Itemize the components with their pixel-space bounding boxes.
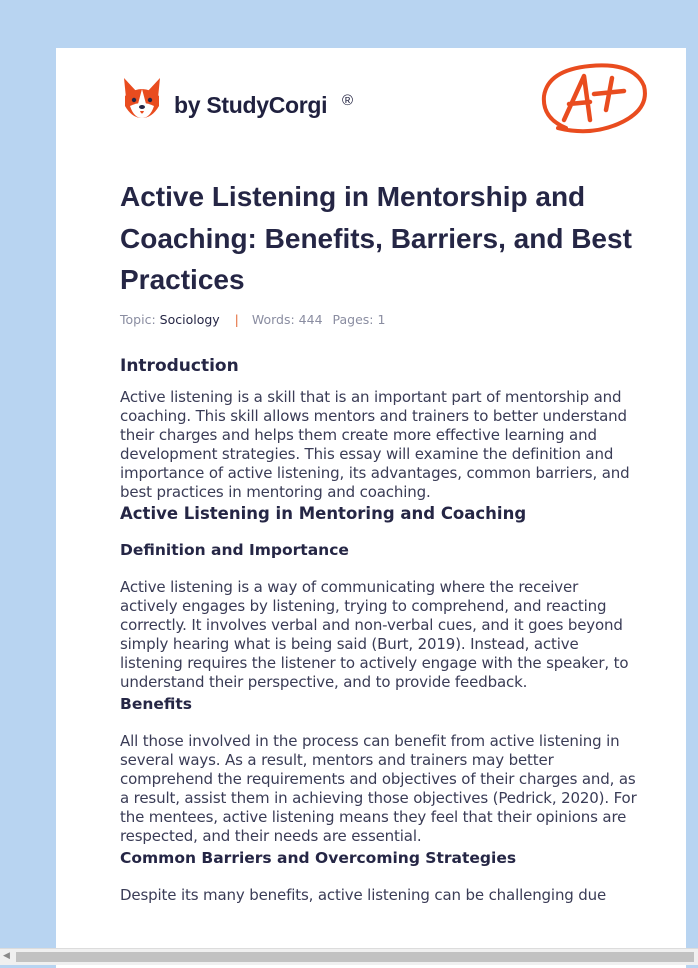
essay-body [120,354,640,905]
registered-mark: ® [342,92,354,109]
document-page [56,48,686,968]
studycorgi-logo[interactable] [122,76,327,120]
horizontal-scrollbar[interactable] [0,948,698,965]
a-plus-stamp [538,58,650,140]
brand-name: by StudyCorgi [174,91,328,118]
paragraph-definition: Active listening is a way of communicating where the receiver actively engages by listening, trying to comprehend, and reacting correctly. It involves verbal and non-verbal cues, and it goes beyond simply hearing what is being said (Burt, 2019). Instead, active listening requires the listener to actively engage with the speaker, to understand their perspective, and to provide feedback. [120,578,629,691]
heading-active-listening: Active Listening in Mentoring and Coaching [120,504,527,523]
paragraph-barriers: Despite its many benefits, active listening can be challenging due [120,886,607,904]
topic-link[interactable]: Sociology [159,312,220,327]
meta-separator: | [234,312,239,327]
corgi-icon [122,76,162,120]
scrollbar-thumb[interactable] [16,952,694,962]
page-title: Active Listening in Mentorship and Coaching: Benefits, Barriers, and Best Practices [120,181,632,295]
document-meta [120,312,385,327]
scroll-left-icon[interactable]: ◀ [3,951,10,961]
heading-barriers: Common Barriers and Overcoming Strategies [120,849,517,867]
paragraph-benefits: All those involved in the process can benefit from active listening in several ways. As a result, mentors and trainers may better comprehend the requirements and objectives of their charges and, as a result, assist them in achieving those objectives (Pedrick, 2020). For the mentees, active listening means they feel that their opinions are respected, and their needs are essential. [120,732,637,845]
heading-definition: Definition and Importance [120,541,349,559]
topic-label: Topic: [120,312,156,327]
page-count: Pages: 1 [332,312,386,327]
grade-text: A+ [538,58,540,59]
paragraph-introduction: Active listening is a skill that is an important part of mentorship and coaching. This skill allows mentors and trainers to better understand their charges and helps them create more effective learning and development strategies. This essay will examine the definition and importance of active listening, its advantages, common barriers, and best practices in mentoring and coaching. [120,388,630,501]
heading-benefits: Benefits [120,695,192,713]
word-count: Words: 444 [251,312,323,327]
heading-introduction: Introduction [120,356,239,376]
